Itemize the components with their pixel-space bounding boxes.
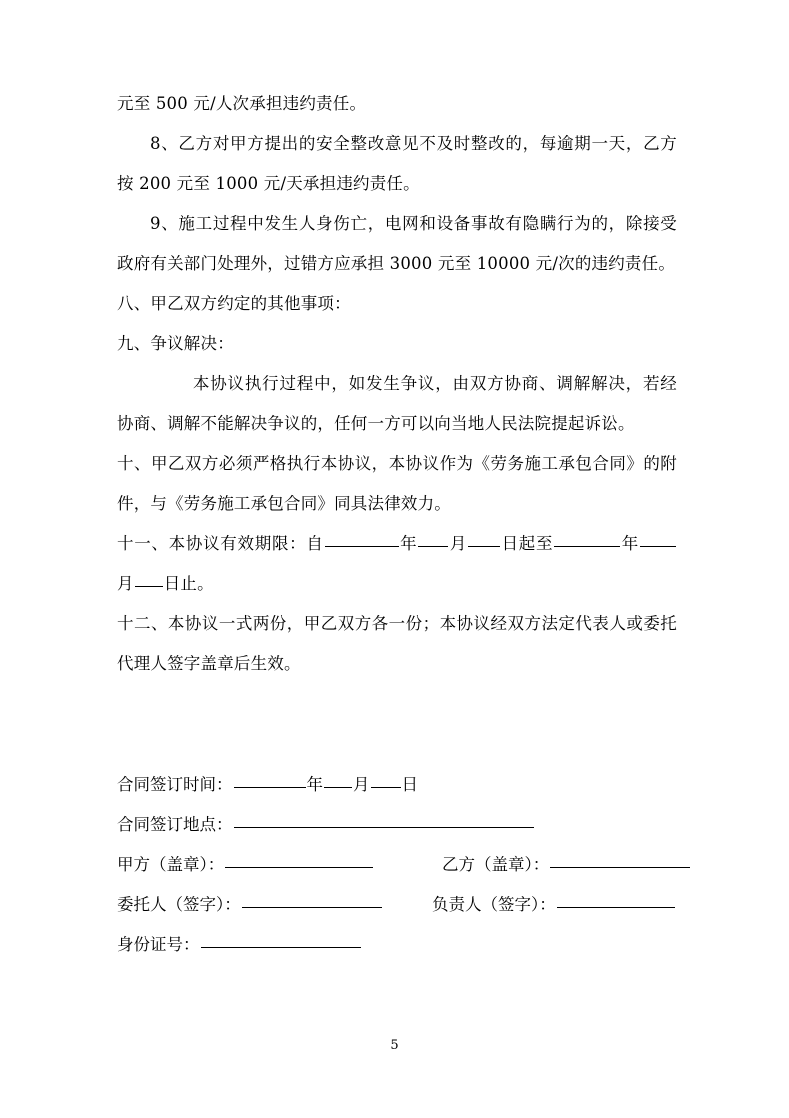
sign-time-year-unit: 年 [306, 775, 323, 794]
validity-start-year-unit: 年 [399, 534, 418, 553]
id-number-row [117, 925, 697, 965]
document-body [117, 84, 677, 684]
sign-time-label: 合同签订时间： [117, 775, 233, 794]
sign-time-month-blank[interactable] [324, 773, 352, 788]
section-paragraph-12-copies: 十二、本协议一式两份，甲乙双方各一份；本协议经双方法定代表人或委托代理人签字盖章后生效。 [117, 614, 677, 673]
sign-time-year-blank[interactable] [234, 773, 306, 788]
responsible-signature-label: 负责人（签字）： [432, 895, 556, 914]
validity-start-day-blank[interactable] [468, 532, 500, 547]
signature-row [117, 885, 697, 925]
validity-end-month-blank[interactable] [640, 532, 676, 547]
page-number: 5 [390, 1038, 399, 1053]
validity-start-month-unit: 月 [449, 534, 468, 553]
validity-end-year-unit: 年 [621, 534, 639, 553]
responsible-signature-group [432, 885, 676, 925]
id-number-blank[interactable] [201, 933, 361, 948]
party-b-seal-group [442, 845, 691, 885]
paragraph-dispute-resolution: 本协议执行过程中，如发生争议，由双方协商、调解解决，若经协商、调解不能解决争议的，任何一方可以向当地人民法院提起诉讼。 [117, 374, 677, 433]
section-paragraph-10: 十、甲乙双方必须严格执行本协议，本协议作为《劳务施工承包合同》的附件，与《劳务施工承包合同》同具法律效力。 [117, 454, 677, 513]
agent-signature-label: 委托人（签字）： [117, 895, 241, 914]
validity-end-month-unit: 月 [117, 574, 134, 593]
validity-start-year-blank[interactable] [325, 532, 399, 547]
sign-place-label: 合同签订地点： [117, 815, 233, 834]
validity-start-day-unit: 日起至 [501, 534, 554, 553]
seal-row [117, 845, 697, 885]
validity-tail-text: 止。 [180, 574, 214, 593]
validity-prefix-label: 十一、本协议有效期限：自 [117, 534, 324, 553]
sign-time-day-blank[interactable] [371, 773, 401, 788]
section-heading-9: 九、争议解决： [117, 334, 234, 353]
validity-end-year-blank[interactable] [554, 532, 620, 547]
validity-end-day-blank[interactable] [135, 572, 163, 587]
sign-place-row [117, 805, 697, 845]
validity-start-month-blank[interactable] [418, 532, 448, 547]
section-paragraph-11-validity [117, 524, 677, 604]
party-a-seal-label: 甲方（盖章）： [117, 855, 225, 874]
sign-time-row [117, 765, 697, 805]
sign-place-blank[interactable] [234, 813, 534, 828]
paragraph-item-9: 9、施工过程中发生人身伤亡，电网和设备事故有隐瞒行为的，除接受政府有关部门处理外，过错方应承担 3000 元至 10000 元/次的违约责任。 [117, 214, 677, 273]
party-b-seal-blank[interactable] [550, 853, 690, 868]
agent-signature-blank[interactable] [242, 893, 382, 908]
validity-end-day-unit: 日 [163, 574, 181, 593]
responsible-signature-blank[interactable] [557, 893, 675, 908]
id-number-label: 身份证号： [117, 935, 200, 954]
sign-time-month-unit: 月 [353, 775, 370, 794]
party-b-seal-label: 乙方（盖章）： [442, 855, 550, 874]
paragraph-item-8: 8、乙方对甲方提出的安全整改意见不及时整改的，每逾期一天，乙方按 200 元至 1000 元/天承担违约责任。 [117, 134, 677, 193]
party-a-seal-blank[interactable] [225, 853, 373, 868]
sign-time-day-unit: 日 [401, 775, 418, 794]
paragraph-continuation-item-7: 元至 500 元/人次承担违约责任。 [117, 94, 367, 113]
section-heading-8: 八、甲乙双方约定的其他事项： [117, 294, 351, 313]
signature-block [117, 765, 697, 965]
